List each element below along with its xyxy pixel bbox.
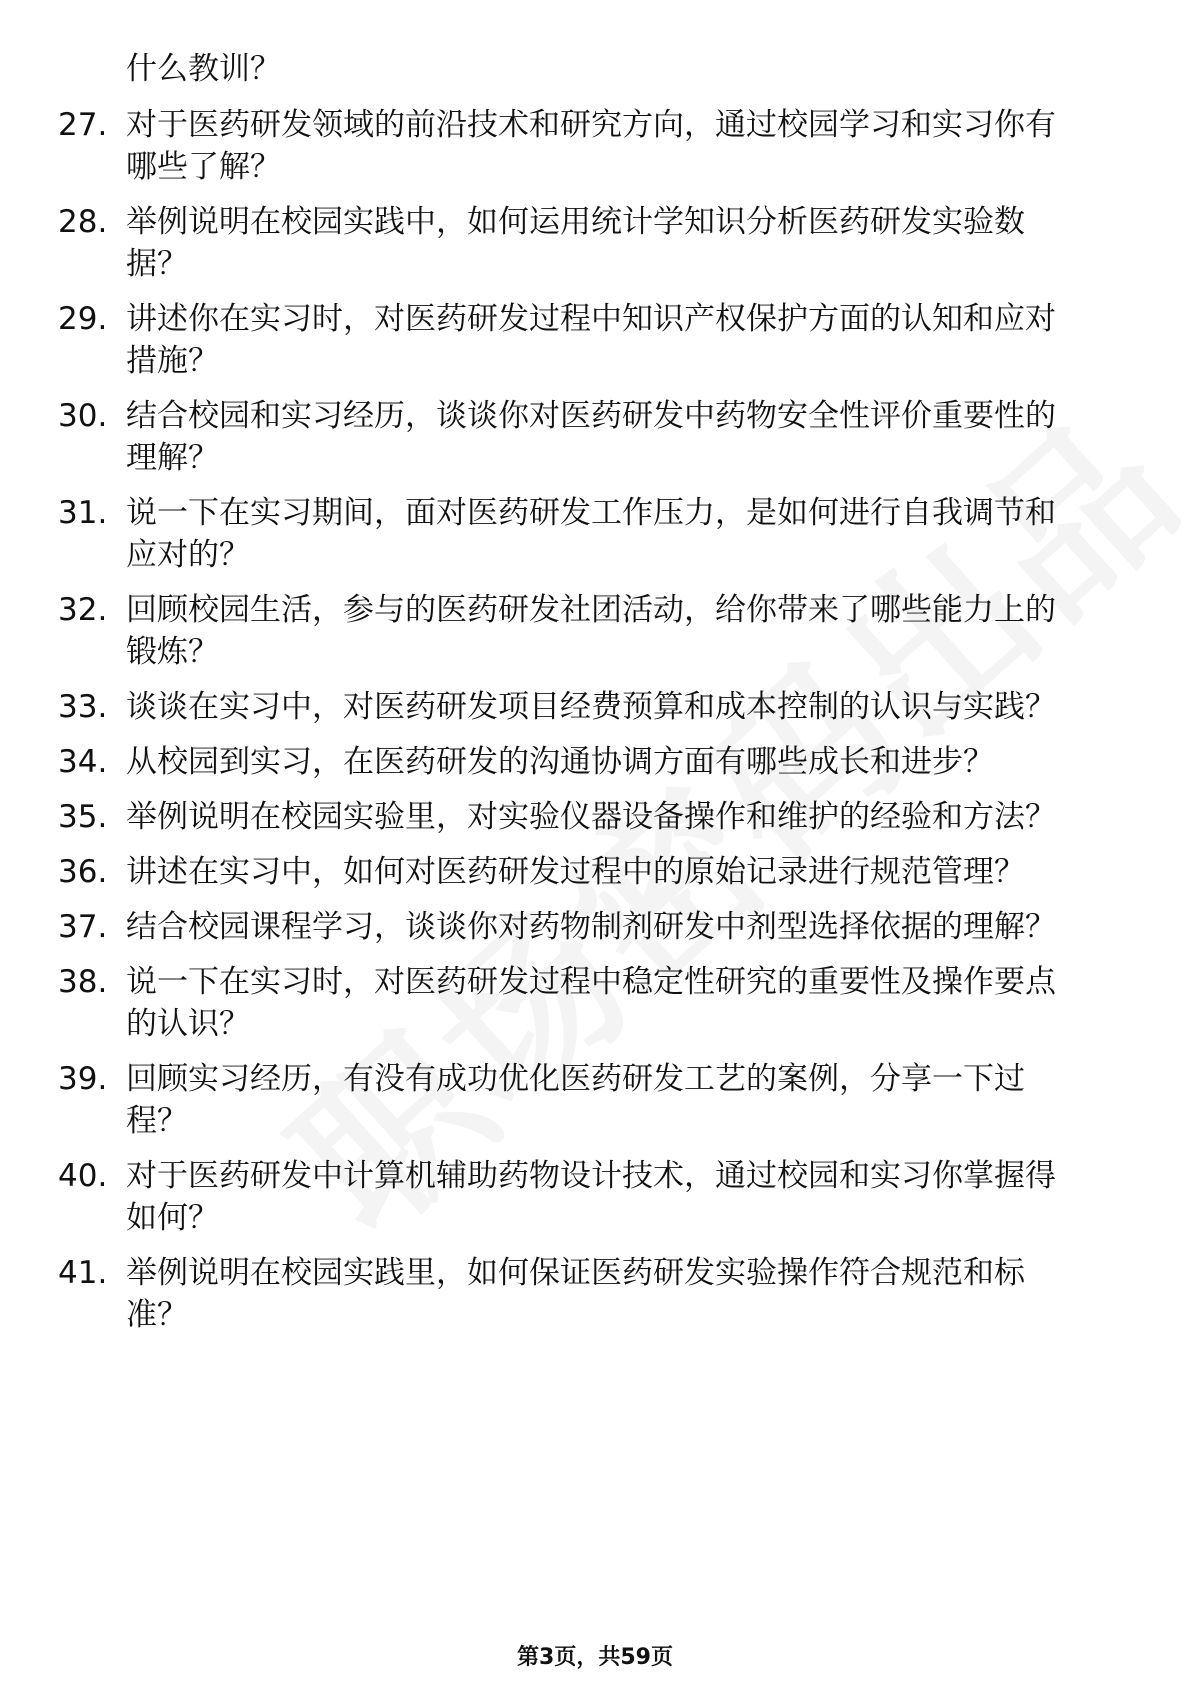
question-number: 40.	[58, 1158, 108, 1194]
question-number: 28.	[58, 204, 108, 240]
question-number: 29.	[58, 301, 108, 337]
question-number: 30.	[58, 398, 108, 434]
question-item	[58, 298, 1118, 382]
question-item	[58, 1058, 1118, 1142]
continued-question-text: 什么教训？	[126, 51, 281, 87]
question-item	[58, 1155, 1118, 1239]
question-text: 讲述在实习中，如何对医药研发过程中的原始记录进行规范管理？	[126, 854, 1025, 890]
question-item	[58, 851, 1118, 893]
document-content	[58, 48, 1118, 1349]
question-item	[58, 796, 1118, 838]
question-text: 举例说明在校园实验里，对实验仪器设备操作和维护的经验和方法？	[126, 799, 1056, 835]
question-item	[58, 395, 1118, 479]
question-text: 谈谈在实习中，对医药研发项目经费预算和成本控制的认识与实践？	[126, 689, 1056, 725]
question-text: 回顾实习经历，有没有成功优化医药研发工艺的案例，分享一下过程？	[126, 1061, 1025, 1139]
question-number: 34.	[58, 744, 108, 780]
question-text: 说一下在实习期间，面对医药研发工作压力，是如何进行自我调节和应对的？	[126, 495, 1056, 573]
question-number: 41.	[58, 1255, 108, 1291]
question-text: 结合校园课程学习，谈谈你对药物制剂研发中剂型选择依据的理解？	[126, 909, 1056, 945]
question-text: 说一下在实习时，对医药研发过程中稳定性研究的重要性及操作要点的认识？	[126, 964, 1056, 1042]
question-number: 38.	[58, 964, 108, 1000]
question-number: 31.	[58, 495, 108, 531]
question-item	[58, 201, 1118, 285]
question-text: 举例说明在校园实践中，如何运用统计学知识分析医药研发实验数据？	[126, 204, 1025, 282]
question-item	[58, 686, 1118, 728]
question-list	[58, 104, 1118, 1336]
question-text: 对于医药研发领域的前沿技术和研究方向，通过校园学习和实习你有哪些了解？	[126, 107, 1056, 185]
question-number: 37.	[58, 909, 108, 945]
question-number: 27.	[58, 107, 108, 143]
question-item	[58, 906, 1118, 948]
question-item	[58, 104, 1118, 188]
question-text: 讲述你在实习时，对医药研发过程中知识产权保护方面的认知和应对措施？	[126, 301, 1056, 379]
page-number: 第3页，共59页	[517, 1645, 673, 1670]
question-number: 33.	[58, 689, 108, 725]
question-number: 36.	[58, 854, 108, 890]
question-text: 对于医药研发中计算机辅助药物设计技术，通过校园和实习你掌握得如何？	[126, 1158, 1056, 1236]
question-text: 回顾校园生活，参与的医药研发社团活动，给你带来了哪些能力上的锻炼？	[126, 592, 1056, 670]
question-item	[58, 492, 1118, 576]
question-text: 从校园到实习，在医药研发的沟通协调方面有哪些成长和进步？	[126, 744, 994, 780]
question-item	[58, 961, 1118, 1045]
question-item	[58, 589, 1118, 673]
question-text: 结合校园和实习经历，谈谈你对医药研发中药物安全性评价重要性的理解？	[126, 398, 1056, 476]
question-number: 35.	[58, 799, 108, 835]
question-text: 举例说明在校园实践里，如何保证医药研发实验操作符合规范和标准？	[126, 1255, 1025, 1333]
question-item	[58, 1252, 1118, 1336]
question-number: 39.	[58, 1061, 108, 1097]
question-item	[58, 741, 1118, 783]
question-number: 32.	[58, 592, 108, 628]
